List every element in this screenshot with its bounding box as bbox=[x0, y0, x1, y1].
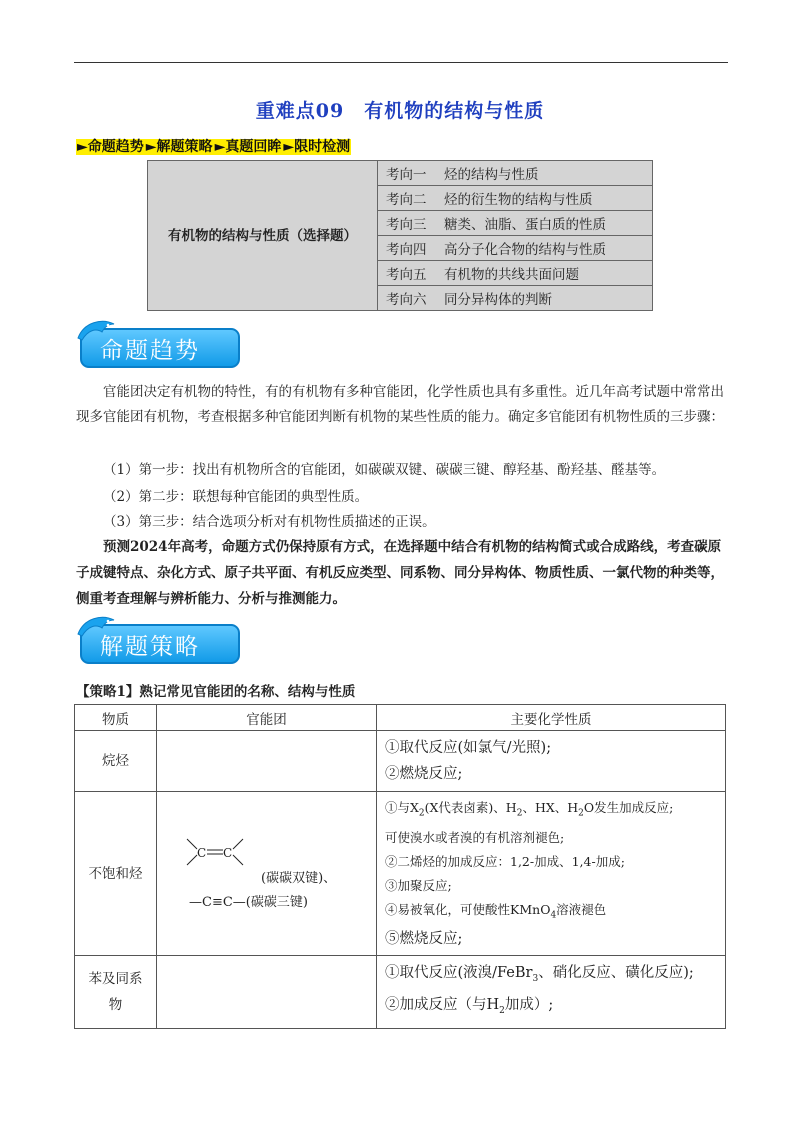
group-cell bbox=[157, 792, 377, 956]
trend-step: （1）第一步：找出有机物所含的官能团，如碳碳双键、碳碳三键、醇羟基、酚羟基、醛基等。 bbox=[103, 462, 666, 478]
triple-bond-label: —C≡C—(碳碳三键) bbox=[189, 894, 308, 910]
page-title: 重难点09 有机物的结构与性质 bbox=[255, 100, 545, 122]
strategy-title: 【策略1】熟记常见官能团的名称、结构与性质 bbox=[76, 684, 356, 700]
table-row bbox=[75, 792, 726, 956]
group-cell bbox=[157, 731, 377, 792]
double-bond-structure-icon bbox=[183, 835, 263, 875]
nav-item-review[interactable]: ►真题回眸 bbox=[214, 139, 282, 155]
substance-unsaturated: 不饱和烃 bbox=[75, 792, 157, 956]
substance-alkane: 烷烃 bbox=[75, 731, 157, 792]
trend-step: （3）第三步：结合选项分析对有机物性质描述的正误。 bbox=[103, 514, 436, 530]
banner-label: 命题趋势 bbox=[100, 338, 200, 364]
overview-row: 考向三 糖类、油脂、蛋白质的性质 bbox=[378, 211, 653, 236]
banner-trend bbox=[74, 316, 244, 374]
table-row bbox=[75, 731, 726, 792]
banner-label: 解题策略 bbox=[100, 634, 200, 660]
nav-item-strategy[interactable]: ►解题策略 bbox=[145, 139, 213, 155]
nav-item-test[interactable]: ►限时检测 bbox=[283, 139, 351, 155]
table-row bbox=[75, 956, 726, 1029]
functional-group-table bbox=[74, 704, 726, 1029]
trend-intro: 官能团决定有机物的特性，有的有机物有多种官能团，化学性质也具有多重性。近几年高考试题中常常出现多官能团有机物，考查根据多种官能团判断有机物的某些性质的能力。确定多官能团有机物性质的三步骤： bbox=[76, 384, 724, 425]
overview-topic: 有机物的结构与性质（选择题） bbox=[148, 161, 378, 311]
double-bond-label: (碳碳双键)、 bbox=[261, 870, 337, 886]
nav-item-trend[interactable]: ►命题趋势 bbox=[77, 139, 144, 155]
properties-cell: ①与$X_2(X$代表卤素)、$H_2$、HX、$H_2O$发生加成反应; 可使溴水或者溴的有机溶剂褪色; ②二烯烃的加成反应：1,2-加成、1,4-加成; ③加聚反应; ④易被氧化，可使酸性KMnO$_4$溶液褪色 ⑤燃烧反应; bbox=[377, 792, 726, 956]
table-header-row bbox=[75, 705, 726, 731]
header-group: 官能团 bbox=[157, 705, 377, 731]
banner-strategy bbox=[74, 612, 244, 670]
overview-table bbox=[147, 160, 653, 311]
section-nav bbox=[76, 136, 351, 156]
properties-cell: ①取代反应(液溴/FeBr$_3$、硝化反应、磺化反应); ②加成反应（与$H_2$加成）; bbox=[377, 956, 726, 1029]
trend-step: （2）第二步：联想每种官能团的典型性质。 bbox=[103, 489, 369, 505]
overview-row: 考向六 同分异构体的判断 bbox=[378, 286, 653, 311]
top-rule bbox=[74, 62, 728, 63]
overview-row: 考向二 烃的衍生物的结构与性质 bbox=[378, 186, 653, 211]
svg-text:C: C bbox=[223, 845, 233, 860]
header-properties: 主要化学性质 bbox=[377, 705, 726, 731]
properties-cell: ①取代反应(如氯气/光照); ②燃烧反应; bbox=[377, 731, 726, 792]
overview-row: 考向五 有机物的共线共面问题 bbox=[378, 261, 653, 286]
svg-text:C: C bbox=[197, 845, 207, 860]
overview-row: 考向四 高分子化合物的结构与性质 bbox=[378, 236, 653, 261]
trend-prediction: 预测2024年高考，命题方式仍保持原有方式，在选择题中结合有机物的结构简式或合成路线，考查碳原子成键特点、杂化方式、原子共平面、有机反应类型、同系物、同分异构体、物质性质、一氯代物的种类等，侧重考查理解与辨析能力、分析与推测能力。 bbox=[76, 539, 724, 607]
substance-benzene: 苯及同系物 bbox=[75, 956, 157, 1029]
overview-row: 考向一 烃的结构与性质 bbox=[378, 161, 653, 186]
header-substance: 物质 bbox=[75, 705, 157, 731]
group-cell bbox=[157, 956, 377, 1029]
